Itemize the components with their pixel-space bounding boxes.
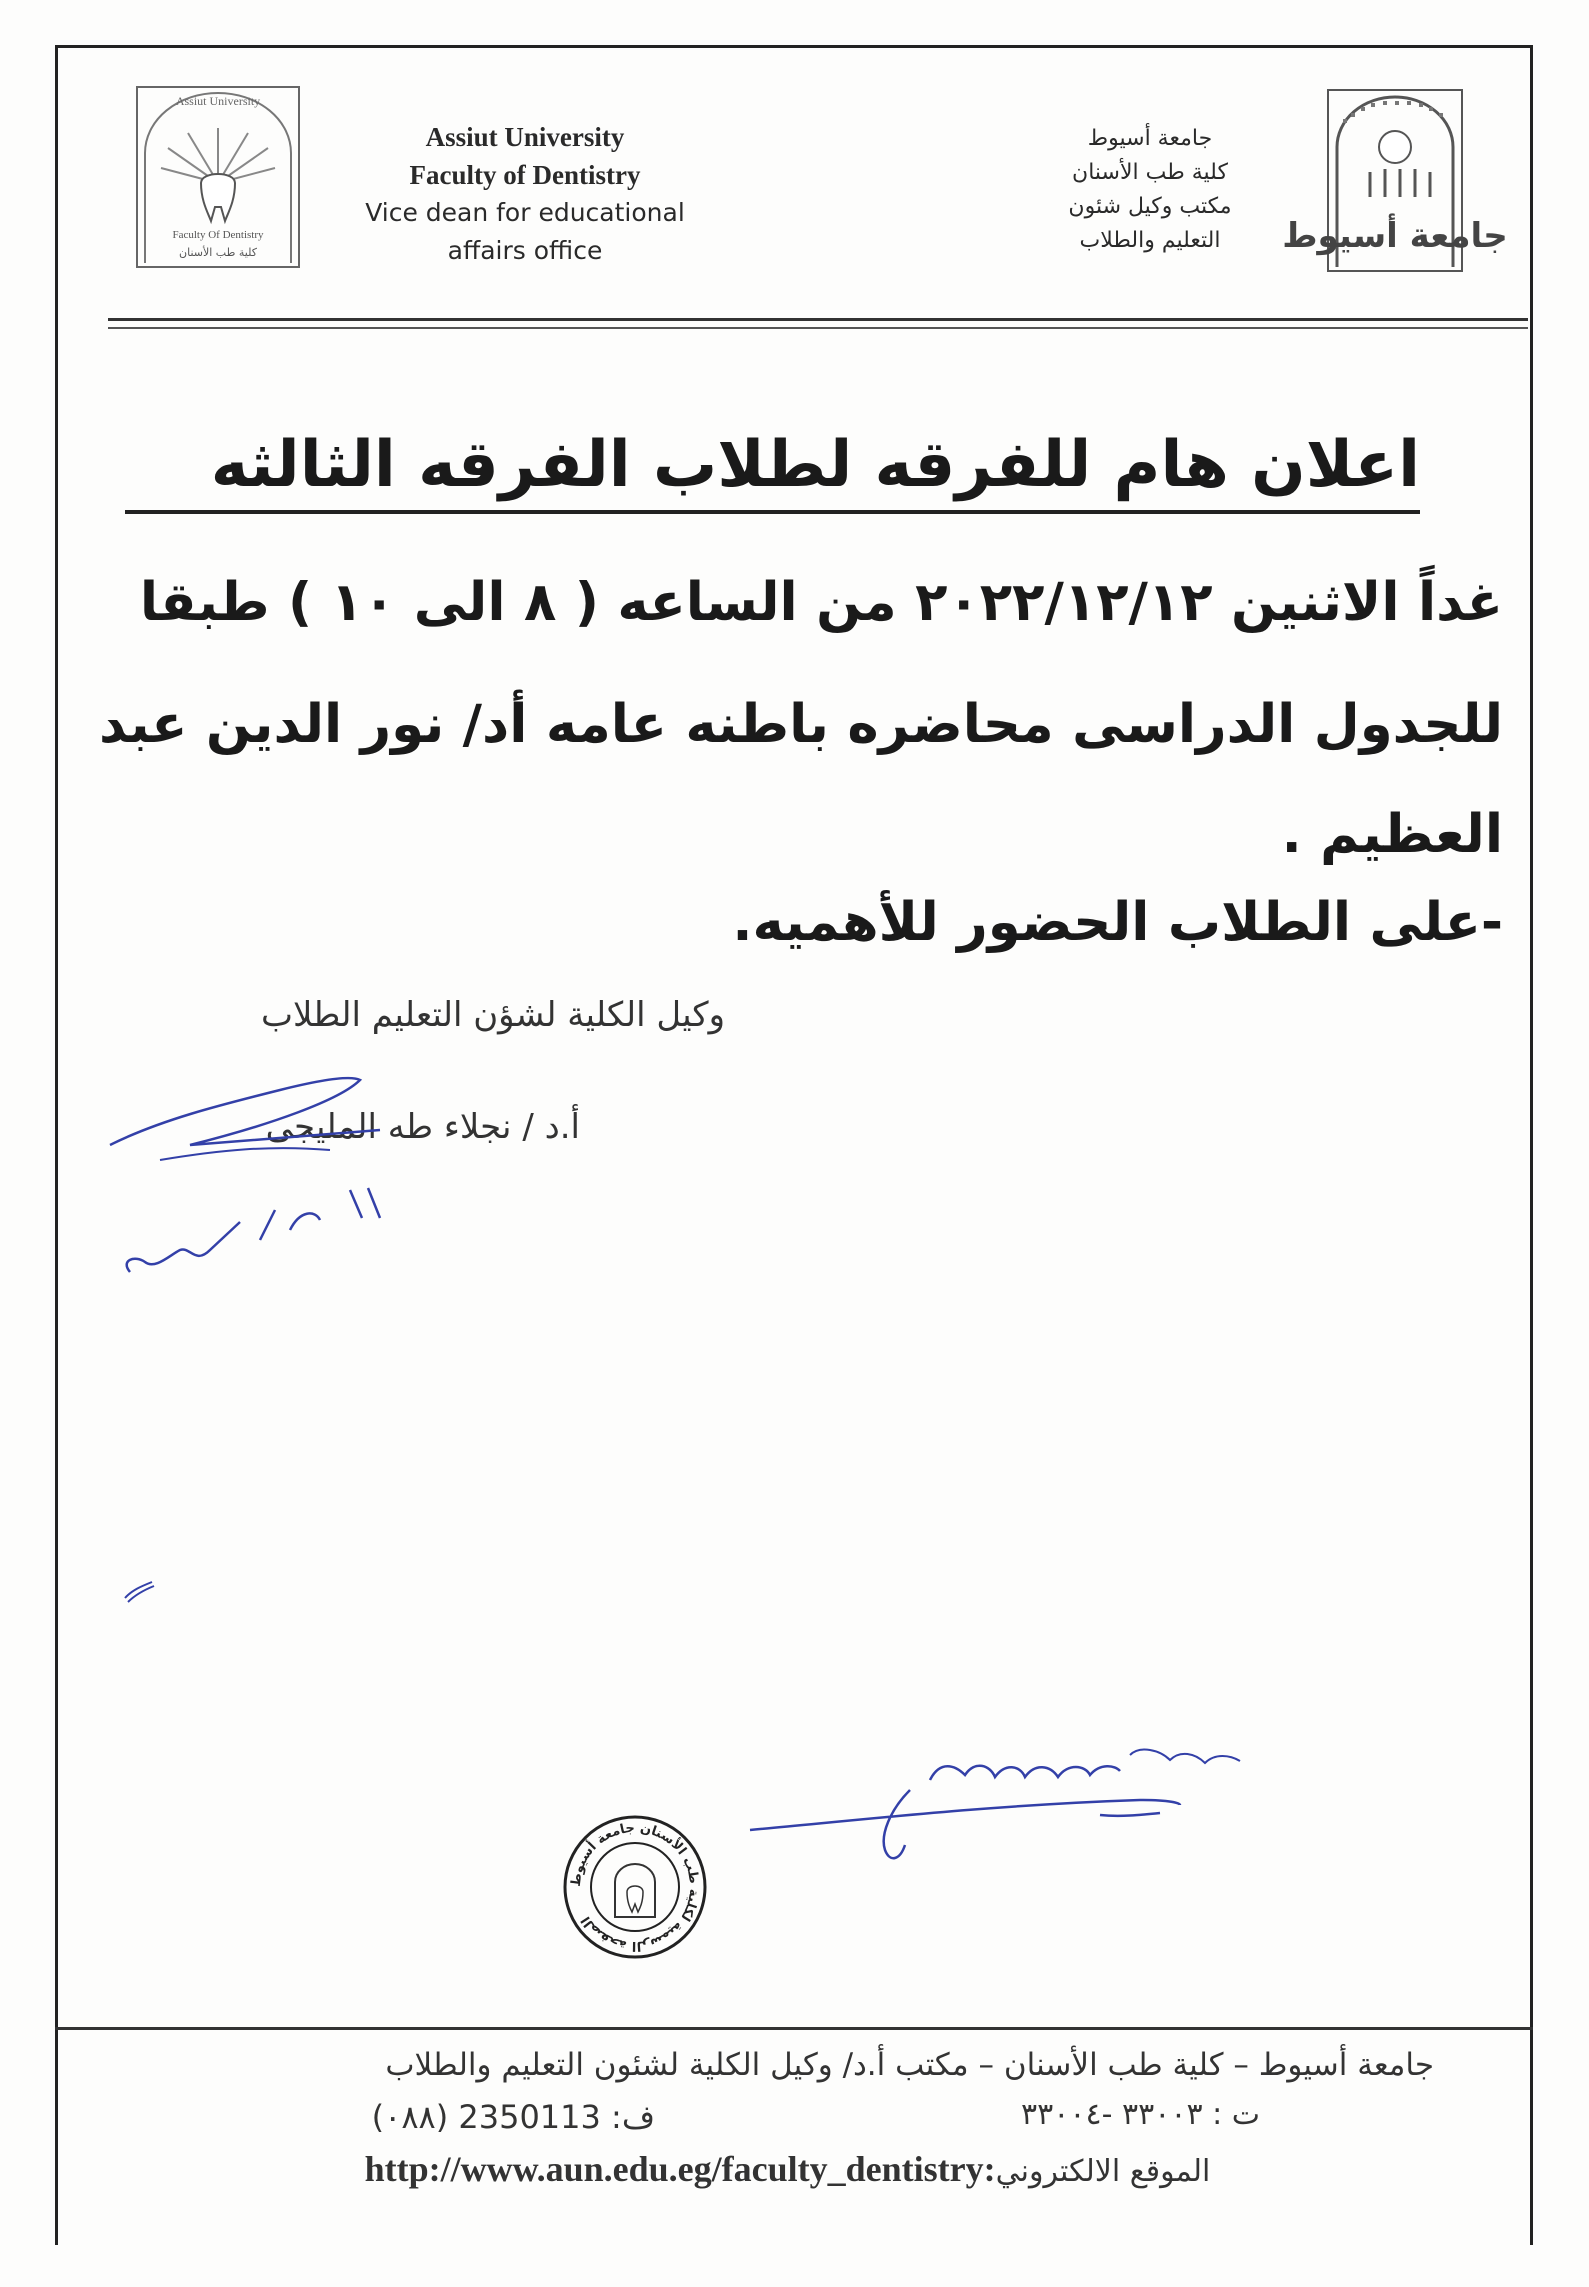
university-name-ar: جامعة أسيوط <box>1087 126 1213 151</box>
announcement-line-3: العظيم . <box>1281 804 1503 865</box>
stamp-text: الصفحة الرسمية لكلية طب الأسنان جامعة أسيوط <box>568 1820 702 1954</box>
announcement-title: اعلان هام للفرقه لطلاب الفرقه الثالثه <box>210 428 1420 502</box>
arabic-header <box>1030 122 1270 258</box>
assiut-university-logo-icon <box>1282 87 1508 274</box>
footer-website <box>200 2145 1375 2196</box>
pen-mark <box>120 1576 160 1606</box>
website-url[interactable]: http://www.aun.edu.eg/faculty_dentistry: <box>364 2149 996 2189</box>
footer-address: جامعة أسيوط – كلية طب الأسنان – مكتب أ.د/ وكيل الكلية لشئون التعليم والطلاب <box>385 2047 1434 2083</box>
faculty-seal-stamp-icon <box>560 1812 710 1962</box>
faculty-name-en: Faculty of Dentistry <box>409 160 641 190</box>
footer-phone: ت : ٣٣٠٠٣ -٣٣٠٠٤ <box>1021 2097 1260 2132</box>
left-logo-arc-text: Assiut University <box>175 94 261 108</box>
signer-name: أ.د / نجلاء طه المليجى <box>265 1107 580 1147</box>
announcement-line-4: -على الطلاب الحضور للأهميه. <box>732 892 1503 953</box>
header-divider-top <box>108 318 1528 321</box>
header-divider-bottom <box>108 327 1528 329</box>
signer-title: وكيل الكلية لشؤن التعليم الطلاب <box>261 995 725 1035</box>
announcement-line-2: للجدول الدراسى محاضره باطنه عامه أد/ نور الدين عبد <box>98 694 1503 755</box>
left-logo-inner-text: Faculty Of Dentistry <box>172 229 264 241</box>
announcement-line-1: غداً الاثنين ٢٠٢٢/١٢/١٢ من الساعه ( ٨ الى ١٠ ) طبقا <box>139 572 1503 633</box>
office-name-ar-line1: مكتب وكيل شئون <box>1068 194 1232 219</box>
website-label: الموقع الالكتروني <box>995 2154 1211 2189</box>
office-name-ar-line2: التعليم والطلاب <box>1079 228 1221 253</box>
handwritten-signature-1 <box>100 1050 460 1310</box>
right-logo-text: جامعة أسيوط <box>1282 216 1508 256</box>
office-name-en-line1: Vice dean for educational <box>365 198 685 227</box>
university-name-en: Assiut University <box>425 122 625 152</box>
footer-divider <box>55 2027 1533 2030</box>
faculty-name-ar: كلية طب الأسنان <box>1072 160 1228 185</box>
title-underline <box>125 510 1420 514</box>
english-header <box>320 118 730 270</box>
handwritten-signature-2 <box>740 1735 1300 1875</box>
office-name-en-line2: affairs office <box>447 236 603 265</box>
left-logo-arabic-text: كلية طب الأسنان <box>179 246 257 259</box>
footer-fax: ف: 2350113 (٠٨٨) <box>371 2098 655 2136</box>
faculty-of-dentistry-logo-icon <box>133 83 303 271</box>
